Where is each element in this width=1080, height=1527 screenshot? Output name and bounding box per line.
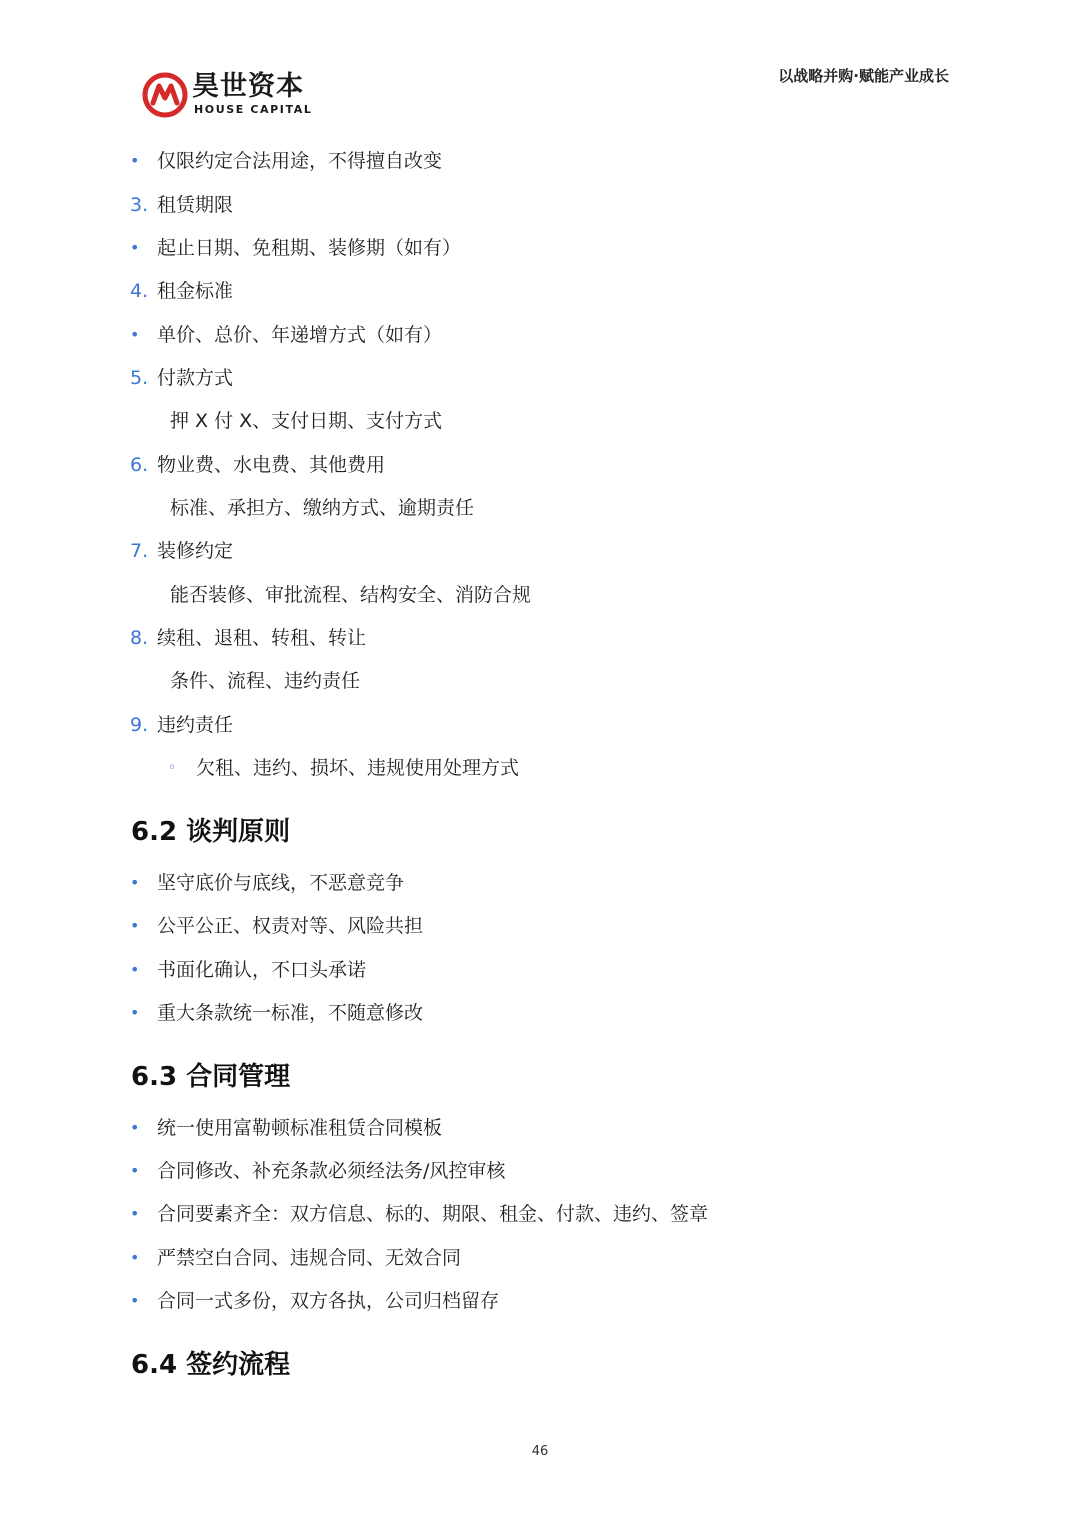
list-number: 7. <box>130 540 149 562</box>
section-heading: 6.2 谈判原则 <box>131 817 291 847</box>
list-number: 6. <box>130 454 149 476</box>
list-item: 起止日期、免租期、装修期（如有） <box>157 237 462 259</box>
logo-english-name: HOUSE CAPITAL <box>194 103 313 116</box>
bullet-icon: • <box>130 1291 140 1310</box>
list-item: 公平公正、权责对等、风险共担 <box>157 915 424 937</box>
list-number: 5. <box>130 367 149 389</box>
list-item: 单价、总价、年递增方式（如有） <box>157 324 443 346</box>
bullet-icon: • <box>130 325 140 344</box>
logo-chinese-name: 昊世资本 <box>192 71 304 102</box>
list-item-detail: 能否装修、审批流程、结构安全、消防合规 <box>170 584 532 606</box>
bullet-icon: • <box>130 1248 140 1267</box>
list-item: 租赁期限 <box>157 194 234 216</box>
list-item: 合同要素齐全：双方信息、标的、期限、租金、付款、违约、签章 <box>157 1203 709 1225</box>
list-item: 物业费、水电费、其他费用 <box>157 454 386 476</box>
header-slogan: 以战略并购·赋能产业成长 <box>778 67 949 85</box>
list-item: 装修约定 <box>157 540 234 562</box>
page-number: 46 <box>531 1444 549 1459</box>
company-logo <box>142 70 322 122</box>
bullet-icon: • <box>130 1161 140 1180</box>
sub-bullet-icon: ◦ <box>168 760 177 776</box>
list-number: 9. <box>130 714 149 736</box>
list-item: 统一使用富勒顿标准租赁合同模板 <box>157 1117 443 1139</box>
list-item: 仅限约定合法用途，不得擅自改变 <box>157 150 443 172</box>
list-item: 租金标准 <box>157 280 234 302</box>
bullet-icon: • <box>130 1118 140 1137</box>
list-number: 8. <box>130 627 149 649</box>
list-item: 欠租、违约、损坏、违规使用处理方式 <box>196 757 520 779</box>
list-item: 严禁空白合同、违规合同、无效合同 <box>157 1247 462 1269</box>
bullet-icon: • <box>130 960 140 979</box>
list-item: 违约责任 <box>157 714 234 736</box>
section-heading: 6.4 签约流程 <box>131 1350 291 1380</box>
bullet-icon: • <box>130 238 140 257</box>
house-capital-logo-icon <box>142 72 188 118</box>
bullet-icon: • <box>130 873 140 892</box>
list-item: 坚守底价与底线，不恶意竞争 <box>157 872 405 894</box>
list-item-detail: 押 X 付 X、支付日期、支付方式 <box>170 410 443 432</box>
list-number: 3. <box>130 194 149 216</box>
list-item: 付款方式 <box>157 367 234 389</box>
section-heading: 6.3 合同管理 <box>131 1062 291 1092</box>
list-item: 合同修改、补充条款必须经法务/风控审核 <box>157 1160 506 1182</box>
list-item: 重大条款统一标准，不随意修改 <box>157 1002 424 1024</box>
list-number: 4. <box>130 280 149 302</box>
bullet-icon: • <box>130 1204 140 1223</box>
bullet-icon: • <box>130 916 140 935</box>
bullet-icon: • <box>130 151 140 170</box>
bullet-icon: • <box>130 1003 140 1022</box>
list-item: 合同一式多份，双方各执，公司归档留存 <box>157 1290 500 1312</box>
list-item: 续租、退租、转租、转让 <box>157 627 367 649</box>
list-item-detail: 标准、承担方、缴纳方式、逾期责任 <box>170 497 475 519</box>
list-item: 书面化确认，不口头承诺 <box>157 959 367 981</box>
list-item-detail: 条件、流程、违约责任 <box>170 670 361 692</box>
